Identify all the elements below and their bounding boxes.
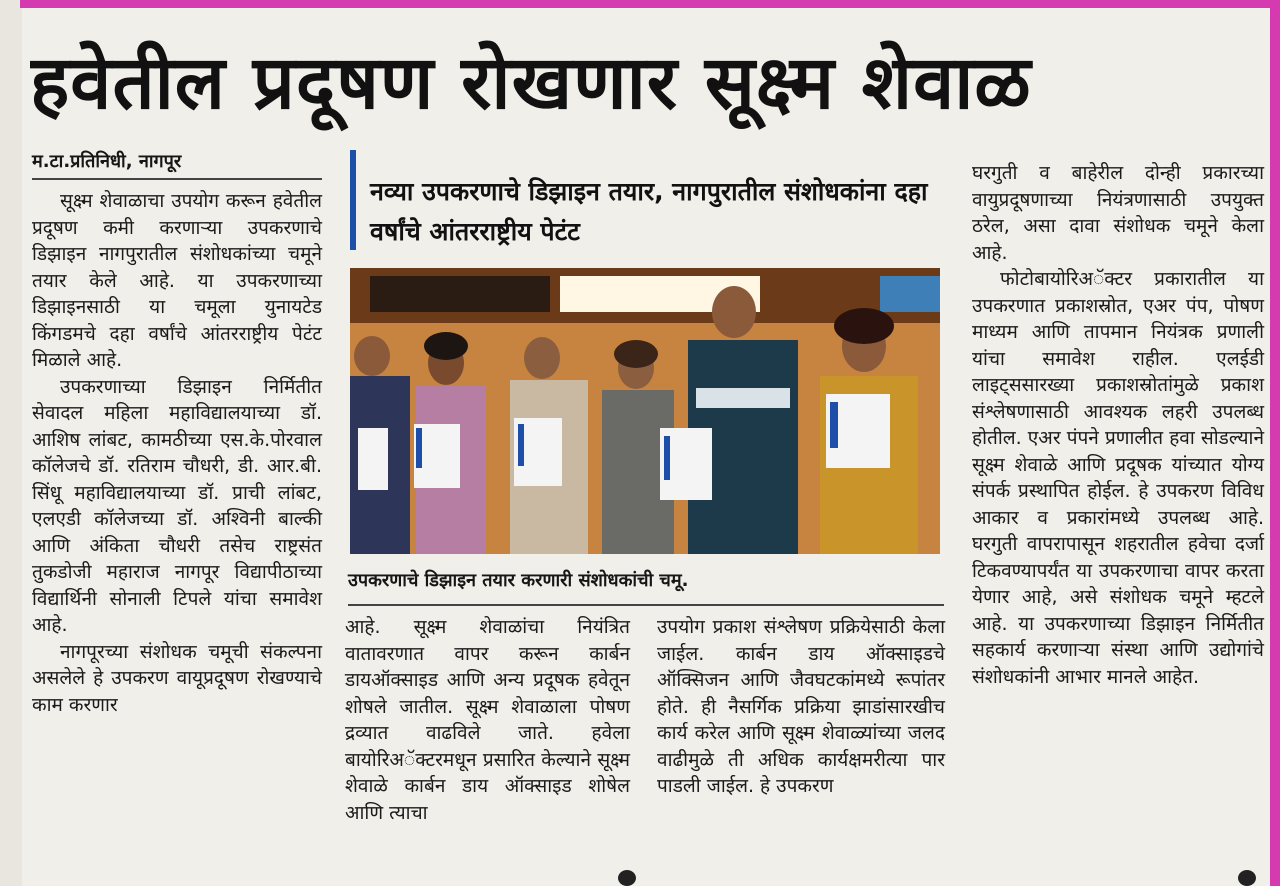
- subheadline-accent-bar: [350, 150, 356, 250]
- paragraph: उपकरणाच्या डिझाइन निर्मितीत सेवादल महिला महाविद्यालयाच्या डॉ. आशिष लांबट, कामठीच्या एस.के.पोरवाल कॉलेजचे डॉ. रतिराम चौधरी, डी. आर.बी. सिंधू महाविद्यालयाच्या डॉ. प्राची लांबट, एलएडी कॉलेजच्या डॉ. अश्विनी बाल्की आणि अंकिता चौधरी तसेच राष्ट्रसंत तुकडोजी महाराज नागपूर विद्यापीठाच्या विद्यार्थिनी सोनाली टिपले यांचा समावेश आहे.: [32, 375, 322, 636]
- scan-artifact: [1238, 870, 1256, 886]
- group-photo-illustration: [350, 268, 940, 554]
- paragraph: उपयोग प्रकाश संश्लेषण प्रक्रियेसाठी केला जाईल. कार्बन डाय ऑक्साइडचे ऑक्सिजन आणि जैवघटकांमध्ये रूपांतर होते. ही नैसर्गिक प्रक्रिया झाडांसारखीच कार्य करेल आणि सूक्ष्म शेवाळ्यांच्या जलद वाढीमुळे ती अधिक कार्यक्षमरीत्या पार पाडली जाईल. हे उपकरण: [657, 616, 945, 797]
- byline-rule: [32, 178, 322, 180]
- article-column-3: [657, 614, 945, 800]
- subheadline: नव्या उपकरणाचे डिझाइन तयार, नागपुरातील संशोधकांना दहा वर्षांचे आंतरराष्ट्रीय पेटंट: [370, 177, 928, 246]
- paragraph: घरगुती व बाहेरील दोन्ही प्रकारच्या वायुप्रदूषणाच्या नियंत्रणासाठी उपयुक्त ठरेल, असा दावा संशोधक चमूने केला आहे.: [972, 162, 1264, 264]
- article-headline: हवेतील प्रदूषण रोखणार सूक्ष्म शेवाळ: [30, 40, 1032, 126]
- paragraph: फोटोबायोरिअॅक्टर प्रकारातील या उपकरणात प्रकाशस्रोत, एअर पंप, पोषण माध्यम आणि तापमान नियंत्रक प्रणाली यांचा समावेश राहील. एलईडी लाइट्ससारख्या प्रकाशस्रोतांमुळे प्रकाश संश्लेषणासाठी आवश्यक लहरी उपलब्ध होतील. एअर पंपने प्रणालीत हवा सोडल्याने सूक्ष्म शेवाळे आणि प्रदूषक यांच्यात योग्य संपर्क प्रस्थापित होईल. हे उपकरण विविध आकार व प्रकारांमध्ये उपलब्ध आहे. घरगुती वापरापासून शहरातील हवेचा दर्जा टिकवण्यापर्यंत या उपकरणाचा वापर करता येणार आहे, असे संशोधक चमूने म्हटले आहे. या उपकरणाच्या डिझाइन निर्मितीत सहकार्य करणाऱ्या संस्था आणि उद्योगांचे संशोधकांनी आभार मानले आहेत.: [972, 268, 1264, 688]
- article-column-4: [972, 160, 1264, 690]
- pink-border-right: [1270, 0, 1280, 886]
- article-column-1: [32, 188, 322, 718]
- photo-caption: उपकरणाचे डिझाइन तयार करणारी संशोधकांची चमू.: [348, 570, 689, 591]
- article-photo: [350, 268, 940, 554]
- pink-border-top: [20, 0, 1280, 8]
- byline: म.टा.प्रतिनिधी, नागपूर: [32, 151, 182, 172]
- paragraph: आहे. सूक्ष्म शेवाळांचा नियंत्रित वातावरणात वापर करून कार्बन डायऑक्साइड आणि अन्य प्रदूषक हवेतून शोषले जातील. सूक्ष्म शेवाळाला पोषण द्रव्यात वाढविले जाते. हवेला बायोरिअॅक्टरमधून प्रसारित केल्याने सूक्ष्म शेवाळे कार्बन डाय ऑक्साइड शोषेल आणि त्याचा: [345, 616, 630, 824]
- caption-rule: [348, 604, 944, 606]
- scan-artifact: [618, 870, 636, 886]
- paragraph: नागपूरच्या संशोधक चमूची संकल्पना असलेले हे उपकरण वायूप्रदूषण रोखण्याचे काम करणार: [32, 640, 322, 716]
- page-edge: [0, 0, 22, 886]
- paragraph: सूक्ष्म शेवाळाचा उपयोग करून हवेतील प्रदूषण कमी करणाऱ्या उपकरणाचे डिझाइन नागपुरातील संशोधकांच्या चमूने तयार केले आहे. या उपकरणाच्या डिझाइनसाठी या चमूला युनायटेड किंगडमचे दहा वर्षांचे आंतरराष्ट्रीय पेटंट मिळाले आहे.: [32, 190, 322, 371]
- article-column-2: [345, 614, 630, 826]
